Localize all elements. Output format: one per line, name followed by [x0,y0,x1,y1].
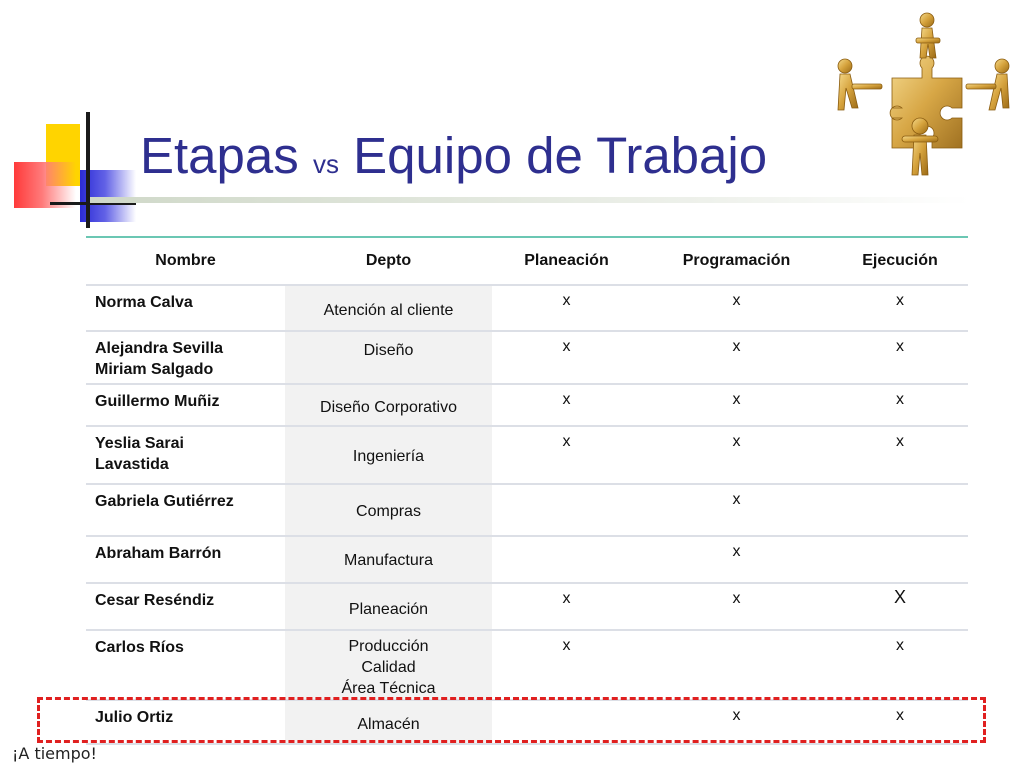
cell-ejecucion: x [832,331,968,384]
cell-depto: Atención al cliente [285,285,492,331]
table-row [86,484,968,536]
table-row [86,536,968,583]
cell-planeacion: x [492,630,641,700]
cell-nombre: Carlos Ríos [86,630,285,700]
table-row [86,285,968,331]
cell-programacion: x [641,583,832,630]
table-header-row [86,237,968,285]
header-programacion: Programación [641,237,832,285]
cell-ejecucion: x [832,426,968,484]
cell-nombre: Julio Ortiz [86,700,285,744]
footer-text: ¡A tiempo! [12,744,97,763]
title-underline [90,197,970,203]
cell-depto: Planeación [285,583,492,630]
title-part2: Equipo de Trabajo [353,127,768,184]
cell-planeacion: x [492,426,641,484]
header-nombre: Nombre [86,237,285,285]
cell-programacion: x [641,536,832,583]
cell-depto: Ingeniería [285,426,492,484]
header-ejecucion: Ejecución [832,237,968,285]
decor-vertical-line [86,112,90,228]
table-row [86,384,968,426]
cell-depto: Almacén [285,700,492,744]
cell-planeacion: x [492,331,641,384]
cell-nombre: Alejandra Sevilla Miriam Salgado [86,331,285,384]
cell-ejecucion: x [832,630,968,700]
header-planeacion: Planeación [492,237,641,285]
cell-nombre: Guillermo Muñiz [86,384,285,426]
cell-programacion: x [641,384,832,426]
cell-ejecucion [832,484,968,536]
slide-title [140,124,767,196]
cell-depto: Compras [285,484,492,536]
cell-programacion: x [641,285,832,331]
cell-ejecucion: x [832,384,968,426]
table-row [86,700,968,744]
cell-planeacion: x [492,285,641,331]
cell-planeacion: x [492,384,641,426]
cell-planeacion [492,484,641,536]
cell-programacion: x [641,700,832,744]
table-row [86,583,968,630]
cell-programacion: x [641,331,832,384]
cell-nombre: Gabriela Gutiérrez [86,484,285,536]
cell-programacion [641,630,832,700]
cell-planeacion: x [492,583,641,630]
cell-depto: Diseño [285,331,492,384]
cell-nombre: Norma Calva [86,285,285,331]
title-vs: vs [312,149,339,179]
cell-planeacion [492,700,641,744]
cell-programacion: x [641,484,832,536]
table-row [86,426,968,484]
header-depto: Depto [285,237,492,285]
cell-nombre: Yeslia Sarai Lavastida [86,426,285,484]
cell-ejecucion: x [832,700,968,744]
table-row [86,331,968,384]
cell-planeacion [492,536,641,583]
cell-depto: Diseño Corporativo [285,384,492,426]
cell-nombre: Cesar Reséndiz [86,583,285,630]
title-part1: Etapas [140,127,299,184]
cell-ejecucion: x [832,285,968,331]
cell-nombre: Abraham Barrón [86,536,285,583]
cell-ejecucion [832,536,968,583]
cell-programacion: x [641,426,832,484]
cell-ejecucion: X [832,583,968,630]
cell-depto: Producción Calidad Área Técnica [285,630,492,700]
teamwork-puzzle-figures-icon [832,8,1016,192]
team-stages-table [86,236,968,745]
table-row [86,630,968,700]
cell-depto: Manufactura [285,536,492,583]
